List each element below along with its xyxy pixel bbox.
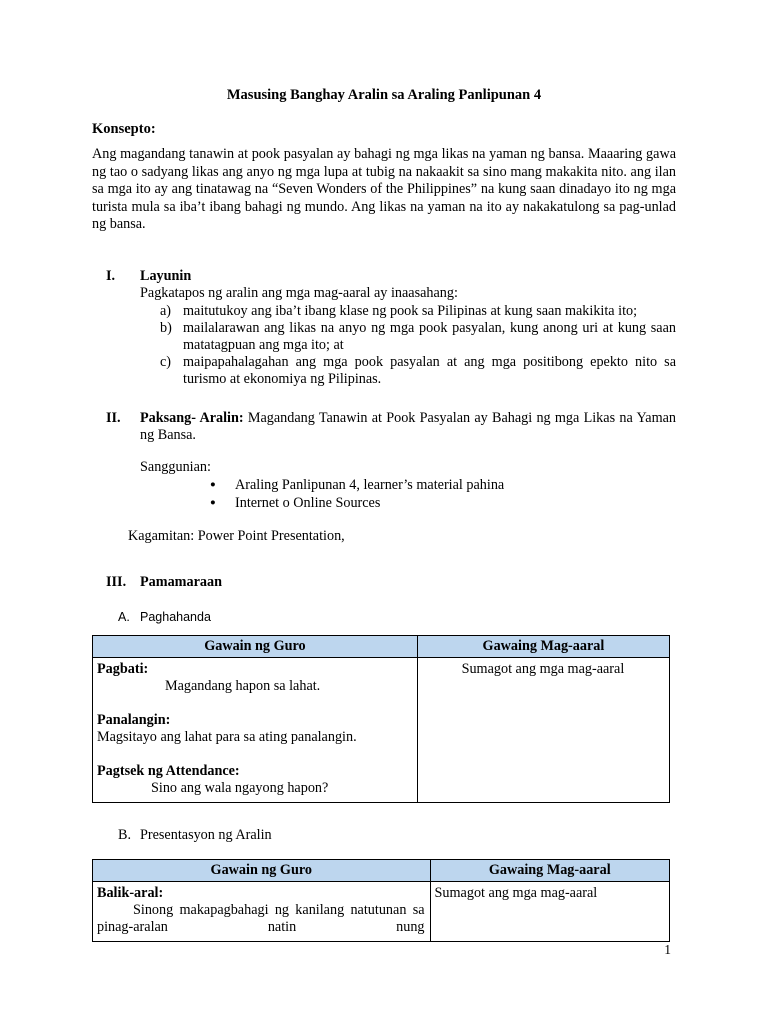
- layunin-heading: Layunin: [140, 267, 192, 284]
- sanggunian-item: [210, 494, 676, 512]
- section-paksang-aralin: [92, 410, 676, 546]
- mag-aaral-cell: Sumagot ang mga mag-aaral: [430, 882, 669, 942]
- objective-text: mailalarawan ang likas na anyo ng mga pook pasyalan, kung anong uri at kung saan matatagpuan ang mga ito; at: [183, 319, 676, 353]
- objective-item-a: [160, 303, 676, 320]
- table-header-row: [93, 860, 670, 882]
- header-gawaing-mag-aaral: Gawaing Mag-aaral: [430, 860, 669, 882]
- paksa-body: Magandang Tanawin at Pook Pasyalan ay Bahagi ng mga Likas na Yaman ng Bansa.: [140, 409, 677, 444]
- guro-cell: [93, 882, 431, 942]
- section-numeral-ii: II.: [106, 409, 121, 426]
- kagamitan-line: Kagamitan: Power Point Presentation,: [128, 528, 345, 545]
- document-title: Masusing Banghay Aralin sa Araling Panlipunan 4: [226, 87, 542, 103]
- table-header-row: [93, 636, 670, 658]
- konsepto-heading: Konsepto:: [92, 121, 156, 137]
- balik-aral-label: Balik-aral:: [97, 885, 164, 902]
- bullet-icon: ●: [210, 498, 216, 509]
- objective-marker: c): [160, 353, 172, 370]
- panalangin-text: Magsitayo ang lahat para sa ating panalangin.: [97, 729, 357, 746]
- sanggunian-item-text: Internet o Online Sources: [235, 495, 381, 512]
- layunin-intro: Pagkatapos ng aralin ang mga mag-aaral ay inaasahang:: [140, 285, 458, 302]
- sanggunian-item: [210, 476, 676, 494]
- presentasyon-table: [92, 859, 670, 942]
- sanggunian-item-text: Araling Panlipunan 4, learner’s material pahina: [235, 477, 505, 494]
- balik-aral-text: Sinong makapagbahagi ng kanilang natutunan sa pinag-aralan natin nung: [97, 902, 425, 936]
- pagbati-text: Magandang hapon sa lahat.: [165, 678, 321, 695]
- header-gawaing-mag-aaral: Gawaing Mag-aaral: [417, 636, 669, 658]
- page-number: 1: [664, 942, 671, 957]
- subsection-marker: A.: [118, 610, 130, 625]
- attendance-label: Pagtsek ng Attendance:: [97, 763, 240, 780]
- subsection-paghahanda: [118, 609, 676, 625]
- paksa-line: [140, 410, 676, 445]
- section-layunin: [92, 268, 676, 388]
- panalangin-label: Panalangin:: [97, 712, 171, 729]
- paksa-heading: Paksang- Aralin:: [140, 409, 244, 426]
- subsection-label: Paghahanda: [140, 610, 211, 625]
- attendance-text: Sino ang wala ngayong hapon?: [151, 780, 329, 797]
- table-row: [93, 658, 670, 803]
- section-pamamaraan: [92, 574, 676, 592]
- objective-item-b: [160, 320, 676, 354]
- objective-marker: a): [160, 302, 172, 319]
- pagbati-label: Pagbati:: [97, 661, 149, 678]
- objective-item-c: [160, 354, 676, 388]
- bullet-icon: ●: [210, 480, 216, 491]
- subsection-presentasyon: [118, 827, 676, 844]
- section-numeral-i: I.: [106, 267, 116, 284]
- objective-marker: b): [160, 319, 172, 336]
- section-numeral-iii: III.: [106, 573, 127, 590]
- pamamaraan-heading: Pamamaraan: [140, 573, 222, 590]
- guro-cell: [93, 658, 418, 803]
- table-row: [93, 882, 670, 942]
- header-gawain-ng-guro: Gawain ng Guro: [93, 636, 418, 658]
- subsection-marker: B.: [118, 827, 132, 844]
- subsection-label: Presentasyon ng Aralin: [140, 827, 272, 844]
- konsepto-paragraph: Ang magandang tanawin at pook pasyalan ay bahagi ng mga likas na yaman ng bansa. Maaaring gawa ng tao o sadyang likas ang anyo ng mga lupa at tubig na nakaakit sa sino mang makakita nito. ang ilan sa mga ito ay ang tinatawag na “Seven Wonders of the Philippines” na kung saan dinadayo ito ng mga turista mula sa iba’t ibang bahagi ng mundo. Ang likas na yaman na ito ay nakakatulong sa pag-unlad ng bansa.: [92, 146, 676, 233]
- sanggunian-label: Sanggunian:: [140, 458, 211, 475]
- objective-text: maitutukoy ang iba’t ibang klase ng pook sa Pilipinas at kung saan makikita ito;: [183, 302, 638, 319]
- header-gawain-ng-guro: Gawain ng Guro: [93, 860, 431, 882]
- mag-aaral-cell: Sumagot ang mga mag-aaral: [417, 658, 669, 803]
- paghahanda-table: [92, 635, 670, 803]
- objective-text: maipapahalagahan ang mga pook pasyalan at ang mga positibong epekto nito sa turismo at ekonomiya ng Pilipinas.: [183, 353, 676, 387]
